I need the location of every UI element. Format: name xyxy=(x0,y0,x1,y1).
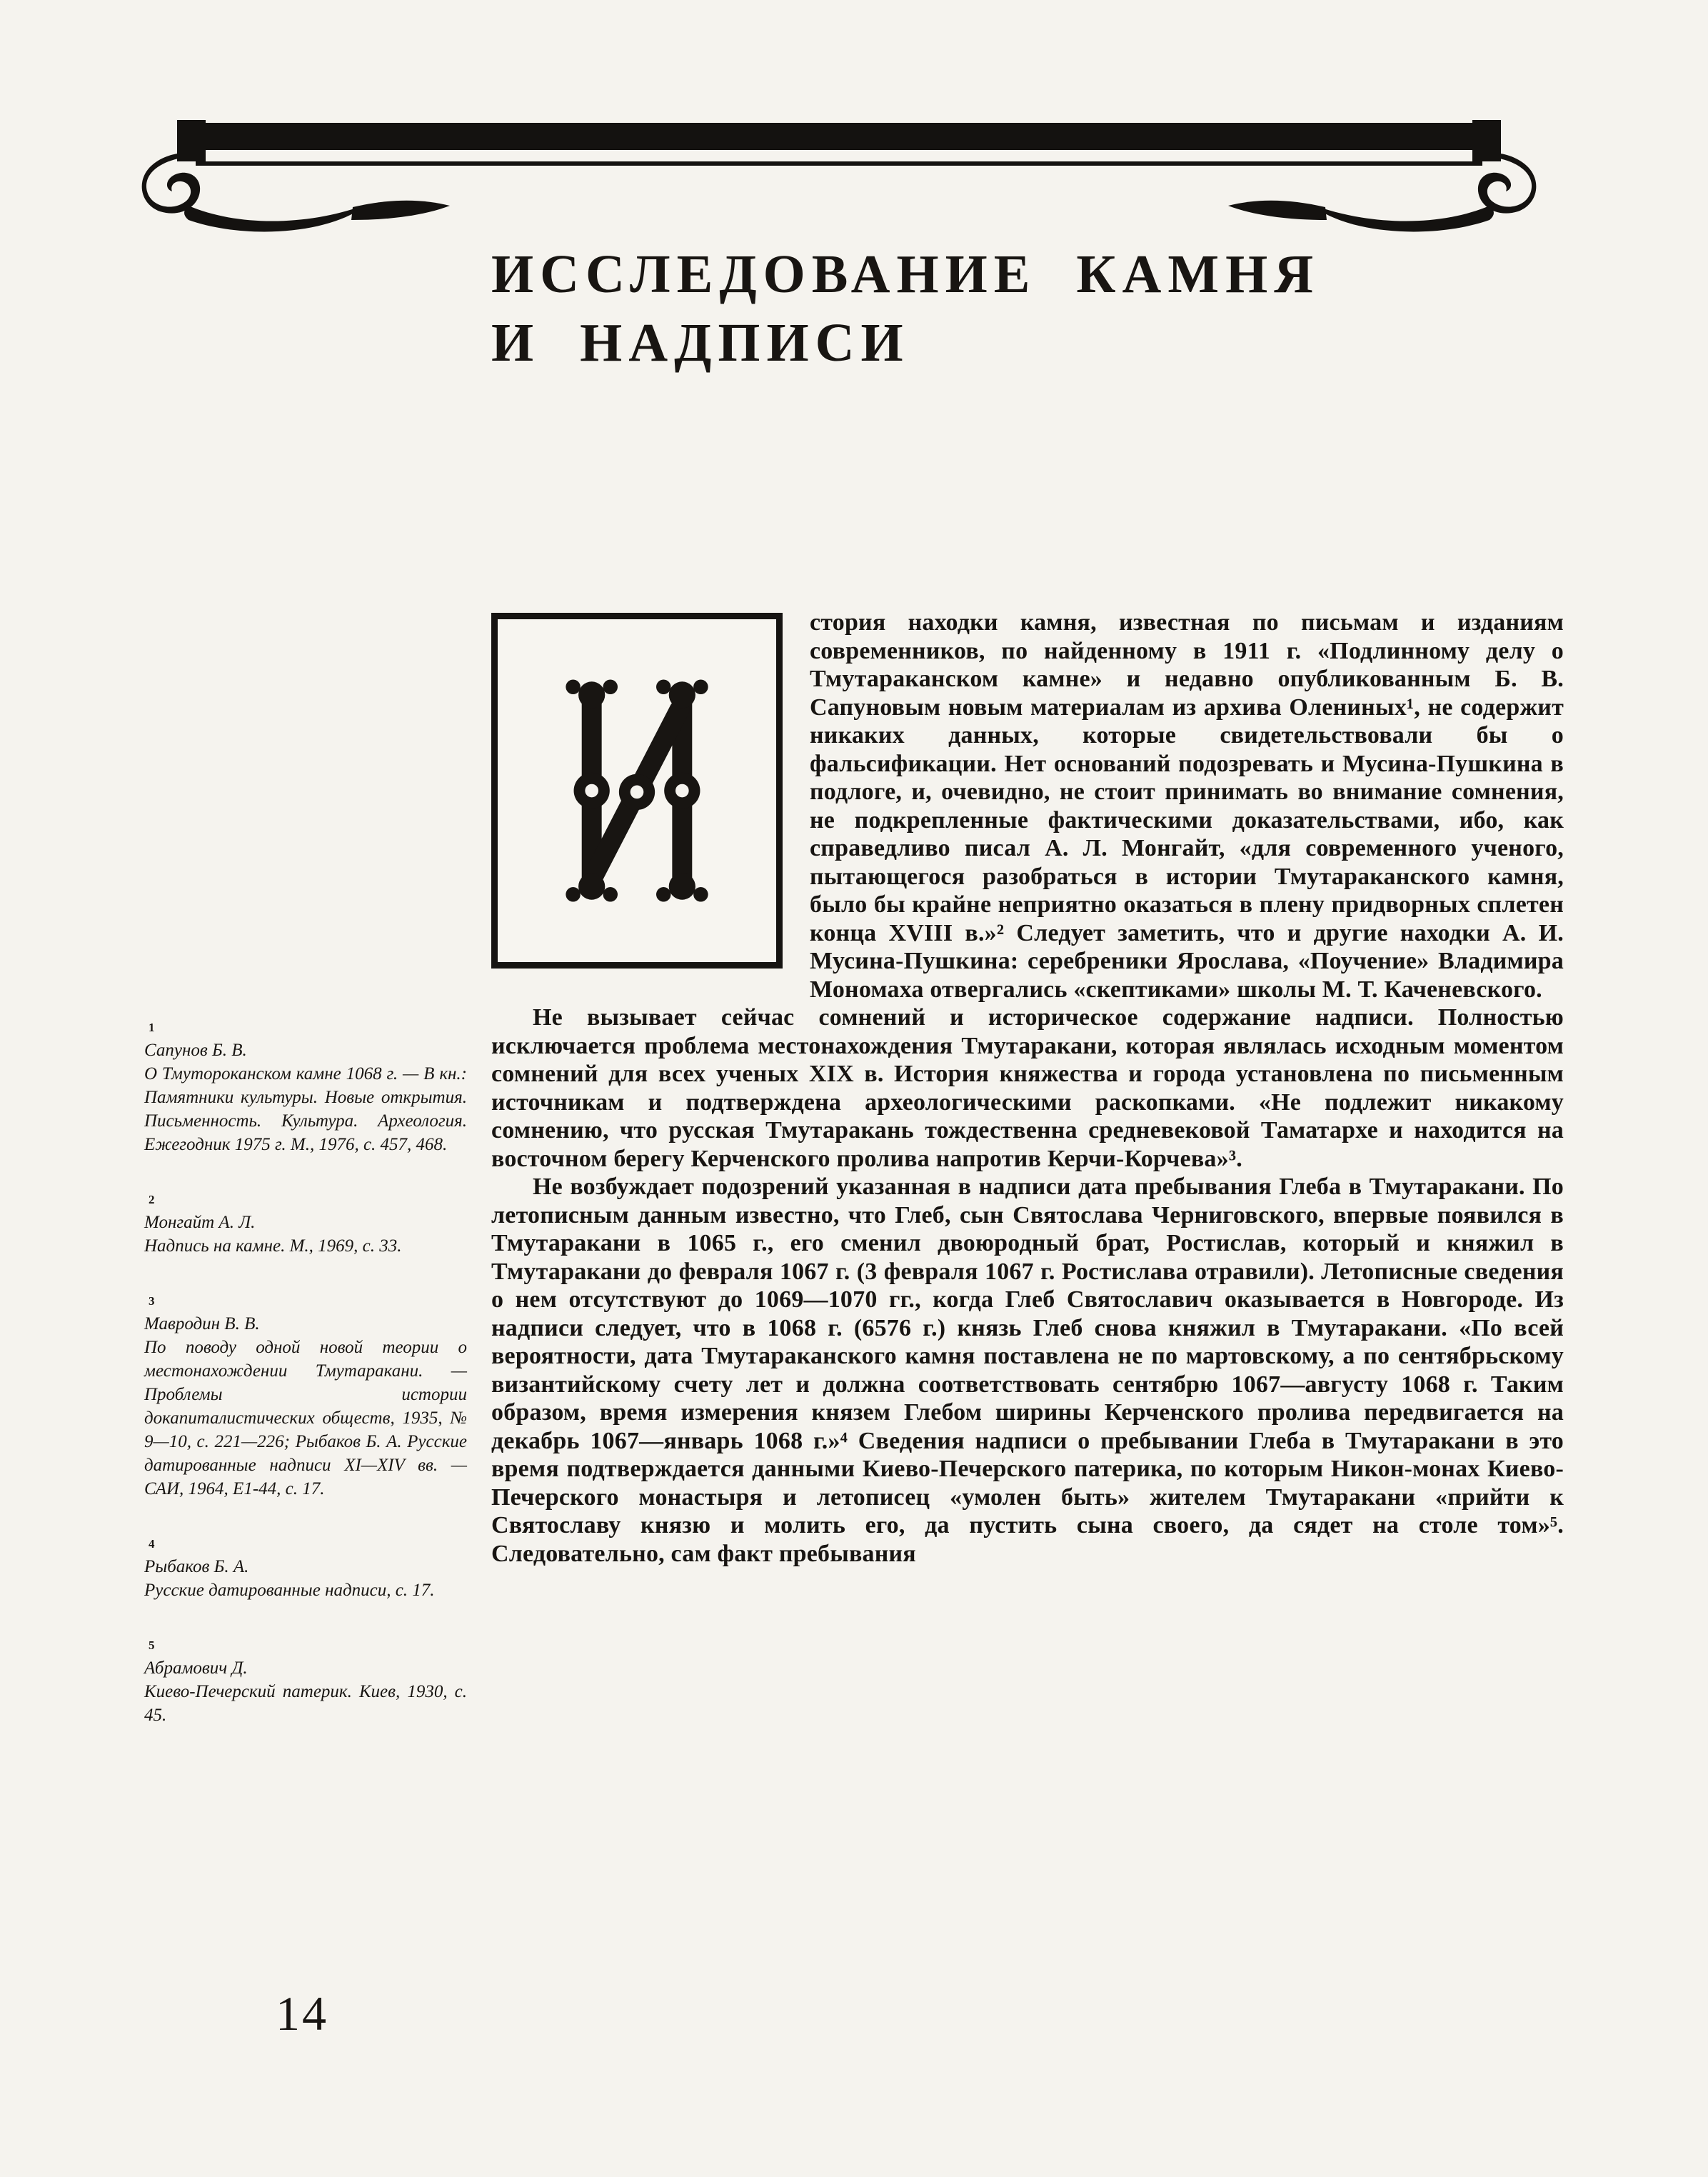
footnote-number: 2 xyxy=(149,1193,155,1206)
drop-cap-box xyxy=(491,613,783,969)
page-number: 14 xyxy=(276,1986,328,2041)
footnote-1 xyxy=(144,1021,467,1156)
footnote-text: По поводу одной новой теории о местонахождении Тмутаракани. — Проблемы истории докапиталистических обществ, 1935, № 9—10, с. 221—226; Рыбаков Б. А. Русские датированные надписи XI—XIV вв. — САИ, 1964, Е1-44, с. 17. xyxy=(144,1338,467,1498)
footnote-author: Мавродин В. В. xyxy=(144,1314,260,1333)
title-line-1: ИССЛЕДОВАНИЕ КАМНЯ xyxy=(491,244,1320,304)
paragraph-3: Не возбуждает подозрений указанная в надписи дата пребывания Глеба в Тмутаракани. По летописным данным известно, что Глеб, сын Святослава Черниговского, впервые появился в Тмутаракани в 1065 г., его сменил двоюродный брат, Ростислав, который и княжил в Тмутаракани до февраля 1067 г. (3 февраля 1067 г. Ростислава отравили). Летописные сведения о нем отсутствуют до 1069—1070 гг., когда Глеб Святославич оказывается в Новгороде. Из надписи следует, что в 1068 г. (6576 г.) князь Глеб снова княжил в Тмутаракани. «По всей вероятности, дата Тмутараканского камня поставлена не по мартовскому, а по сентябрьскому византийскому счету лет и должна соответствовать сентябрю 1067—августу 1068 г. Таким образом, время измерения князем Глебом ширины Керченского пролива передвигается на декабрь 1067—январь 1068 г.»⁴ Сведения надписи о пребывании Глеба в Тмутаракани в это время подтверждается данными Киево-Печерского патерика, по которым Никон-монах Киево-Печерского монастыря и летописец «умолен быть» жителем Тмутаракани «прийти к Святославу князю и молить его, да пустить сына своего, да сядет на столе том»⁵. Следовательно, сам факт пребывания xyxy=(491,1173,1564,1567)
footnote-2 xyxy=(144,1193,467,1258)
footnote-text: Русские датированные надписи, с. 17. xyxy=(144,1581,435,1600)
ornate-initial-letter-icon xyxy=(531,654,743,928)
footnote-author: Монгайт А. Л. xyxy=(144,1213,256,1232)
footnote-3 xyxy=(144,1295,467,1501)
footnote-author: Абрамович Д. xyxy=(144,1658,248,1678)
footnote-number: 4 xyxy=(149,1537,155,1551)
footnote-number: 5 xyxy=(149,1638,155,1652)
footnote-author: Рыбаков Б. А. xyxy=(144,1557,249,1576)
footnote-number: 1 xyxy=(149,1021,155,1034)
footnote-text: Киево-Печерский патерик. Киев, 1930, с. 45. xyxy=(144,1682,467,1725)
footnote-text: О Тмутороканском камне 1068 г. — В кн.: Памятники культуры. Новые открытия. Письменность. Культура. Археология. Ежегодник 1975 г. М., 1976, с. 457, 468. xyxy=(144,1064,467,1154)
paragraph-2: Не вызывает сейчас сомнений и историческое содержание надписи. Полностью исключается проблема местонахождения Тмутаракани, которая являлась исходным моментом сомнений для всех ученых XIX в. История княжества и города установлена по письменным источникам и подтверждена археологическими раскопками. «Не подлежит никакому сомнению, что русская Тмутаракань тождественна средневековой Таматархе и находится на восточном берегу Керченского пролива напротив Керчи-Корчева»³. xyxy=(491,1004,1564,1172)
footnote-5 xyxy=(144,1639,467,1727)
body-text-column xyxy=(491,609,1564,1568)
paragraph-1: стория находки камня, известная по письмам и изданиям современников, по найденному в 1911 г. «Подлинному делу о Тмутараканском камне» и недавно опубликованным Б. В. Сапуновым новым материалам из архива Олениных¹, не содержит никаких данных, которые свидетельствовали бы о фальсификации. Нет оснований подозревать и Мусина-Пушкина в подлоге, и, очевидно, не стоит принимать во внимание сомнения, не подкрепленные фактическими доказательствами, ибо, как справедливо писал А. Л. Монгайт, «для современного ученого, пытающегося разобраться в истории Тмутараканского камня, было бы крайне неприятно оказаться в плену придворных сплетен конца XVIII в.»² Следует заметить, что и другие находки А. И. Мусина-Пушкина: серебреники Ярослава, «Поучение» Владимира Мономаха отвергались «скептиками» школы М. Т. Каченевского. xyxy=(810,609,1564,1003)
footnote-4 xyxy=(144,1538,467,1602)
footnote-text: Надпись на камне. М., 1969, с. 33. xyxy=(144,1236,402,1256)
title-line-2: И НАДПИСИ xyxy=(491,313,910,373)
page-title xyxy=(491,240,1320,377)
footnote-number: 3 xyxy=(149,1294,155,1308)
margin-notes-column xyxy=(144,1021,467,1764)
headpiece-ornament-icon xyxy=(139,120,1539,239)
footnote-author: Сапунов Б. В. xyxy=(144,1041,247,1060)
